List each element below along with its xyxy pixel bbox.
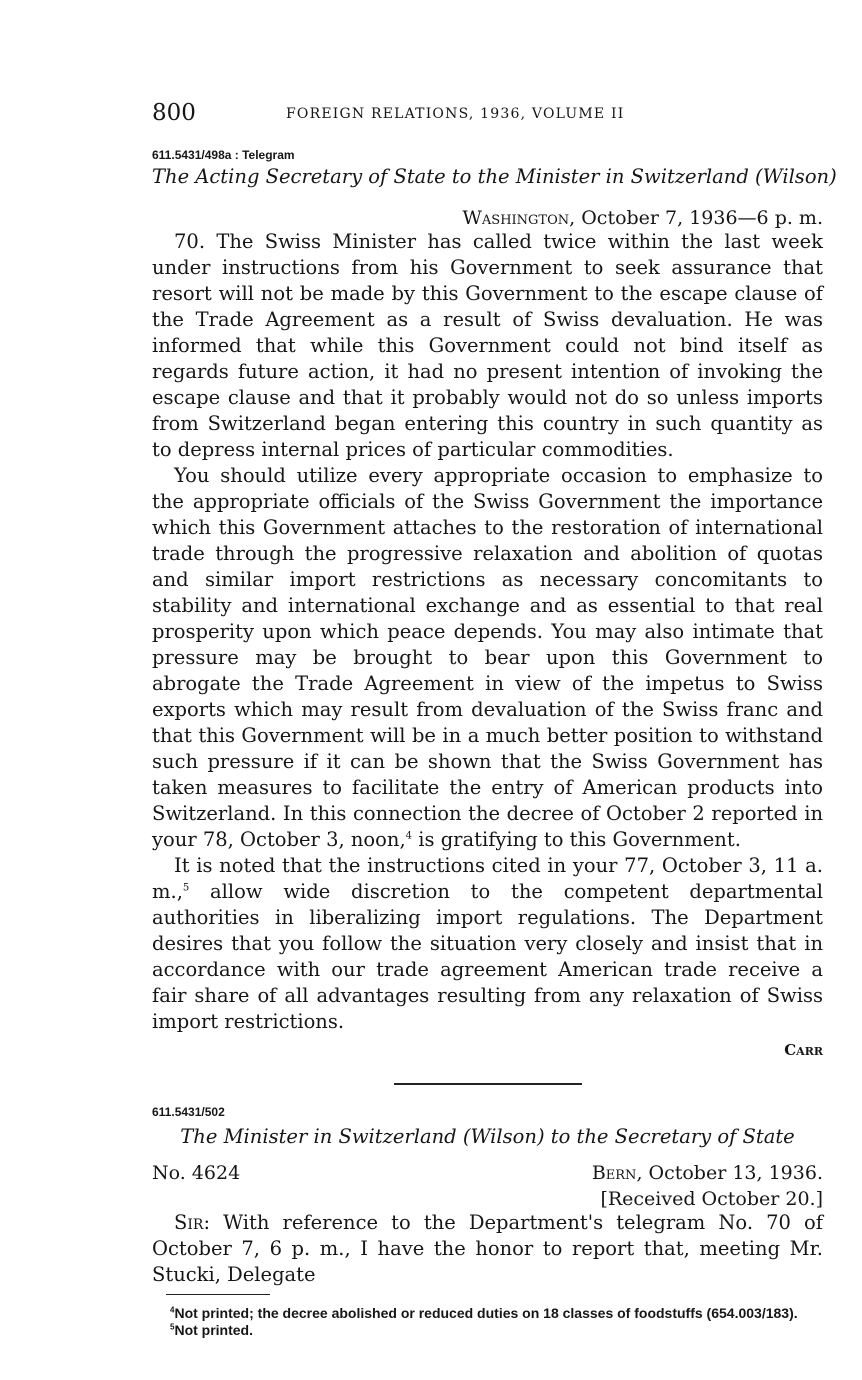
document-title <box>152 165 837 188</box>
section-divider <box>394 1083 582 1085</box>
dateline-2-city: Bern <box>591 1162 637 1184</box>
paragraph-3-text-b: allow wide discretion to the competent departmental authorities in liberalizing import regulations. The Department desires that you follow the situation very closely and insist that in accordance with our trade agreement American trade receive a fair share of all advantages resulting from any relaxation of Swiss import restrictions. <box>152 880 823 1033</box>
title-person: (Wilson) <box>755 165 837 188</box>
salutation: Sir <box>174 1211 204 1234</box>
dateline <box>152 207 823 229</box>
paragraph-3 <box>152 853 823 1035</box>
footnote-5 <box>152 1322 823 1339</box>
document-page <box>152 100 837 1339</box>
title-2-person: (Wilson) <box>462 1125 545 1148</box>
document-number-line <box>152 1162 823 1190</box>
dateline-2 <box>592 1162 823 1184</box>
footnotes <box>152 1305 823 1339</box>
received-note: [Received October 20.] <box>600 1188 823 1210</box>
signature: Carr <box>784 1041 823 1059</box>
title-2-tail: to the Secretary of State <box>550 1125 795 1148</box>
footnote-5-mark: 5 <box>170 1322 175 1332</box>
footnote-5-text: Not printed. <box>174 1322 253 1338</box>
page-number: 800 <box>152 100 196 126</box>
footnote-mark-4: 4 <box>405 830 413 842</box>
page-header <box>152 100 823 134</box>
title-text: The Acting Secretary of State to the Minister in Switzerland <box>152 165 749 188</box>
paragraph-4 <box>152 1210 823 1288</box>
paragraph-2 <box>152 463 823 853</box>
dateline-city: Washington <box>462 207 570 229</box>
file-reference-2: 611.5431/502 <box>152 1105 225 1119</box>
title-2-text: The Minister in Switzerland <box>180 1125 457 1148</box>
paragraph-2-text-a: You should utilize every appropriate occasion to emphasize to the appropriate officials of the Swiss Government the importance which this Government attaches to the restoration of international trade through the progressive relaxation and abolition of quotas and similar import restrictions as necessary concomitants to stability and international exchange and as essential to that real prosperity upon which peace depends. You may also intimate that pressure may be brought to bear upon this Government to abrogate the Trade Agreement in view of the impetus to Swiss exports which may result from devaluation of the Swiss franc and that this Government will be in a much better position to withstand such pressure if it can be shown that the Swiss Government has taken measures to facilitate the entry of American products into Switzerland. In this connection the decree of October 2 reported in your 78, October 3, noon, <box>152 464 823 851</box>
dateline-2-date: , October 13, 1936. <box>636 1162 823 1184</box>
footnote-4-mark: 4 <box>170 1305 175 1315</box>
paragraph-1: 70. The Swiss Minister has called twice within the last week under instructions from his Government to seek assurance that resort will not be made by this Government to the escape clause of the Trade Agreement as a result of Swiss devaluation. He was informed that while this Government could not bind itself as regards future action, it had no present intention of invoking the escape clause and that it probably would not do so unless imports from Switzerland began entering this country in such quantity as to depress internal prices of particular commodities. <box>152 230 823 461</box>
dateline-date: , October 7, 1936—6 p. m. <box>569 207 823 229</box>
running-head: FOREIGN RELATIONS, 1936, VOLUME II <box>286 106 625 122</box>
paragraph-4-text: : With reference to the Department's telegram No. 70 of October 7, 6 p. m., I have the honor to report that, meeting Mr. Stucki, Delegate <box>152 1211 823 1286</box>
footnote-rule <box>166 1294 270 1295</box>
paragraph-2-text-b: is gratifying to this Government. <box>412 828 741 851</box>
file-reference: 611.5431/498a : Telegram <box>152 148 295 162</box>
paragraph-3-text-a: It is noted that the instructions cited in your 77, October 3, 11 a. m., <box>152 854 823 903</box>
document-number: No. 4624 <box>152 1162 241 1184</box>
footnote-4-text: Not printed; the decree abolished or reduced duties on 18 classes of foodstuffs (654.003/183). <box>174 1305 798 1321</box>
footnote-4 <box>152 1305 823 1322</box>
document-title-2 <box>152 1125 823 1148</box>
footnote-mark-5: 5 <box>182 882 190 894</box>
